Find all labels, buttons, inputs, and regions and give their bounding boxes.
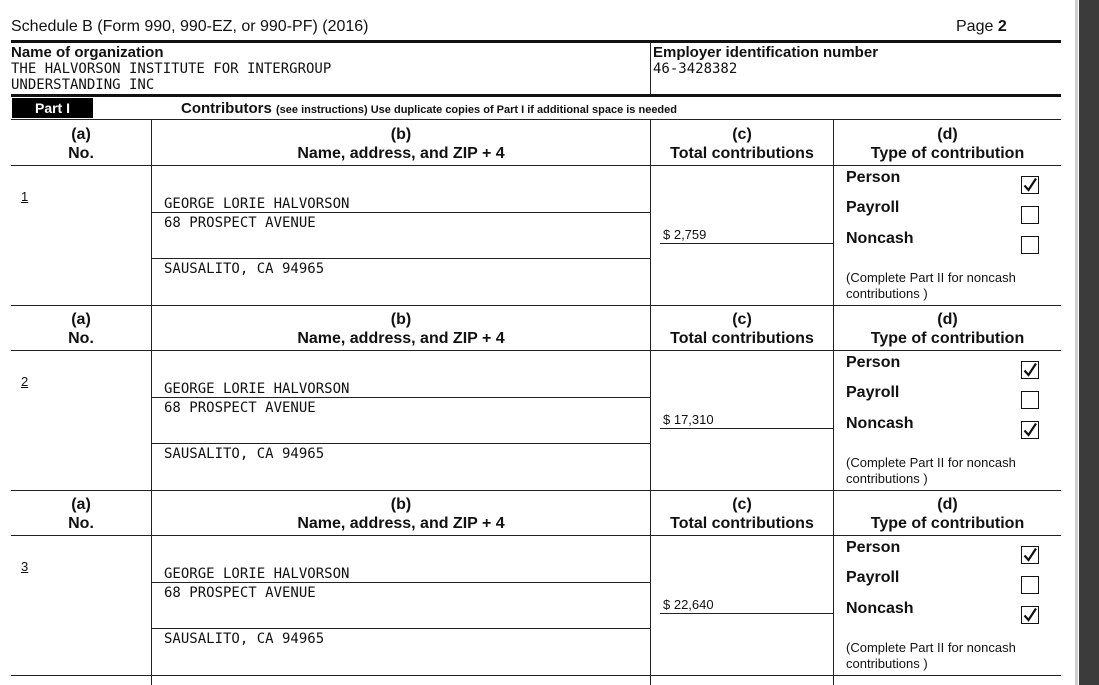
contributor-number: 3 bbox=[21, 559, 29, 574]
header-separator bbox=[11, 350, 1061, 351]
col-c-letter: (c) bbox=[732, 496, 752, 513]
contributor-name: GEORGE LORIE HALVORSON bbox=[164, 381, 350, 397]
type-person-label: Person bbox=[846, 169, 901, 186]
col-a-header bbox=[11, 310, 151, 348]
checkmark-icon bbox=[1022, 547, 1038, 563]
col-b-letter: (b) bbox=[390, 126, 412, 143]
page-label: Page bbox=[956, 18, 994, 35]
col-a-title: No. bbox=[68, 330, 94, 347]
col-b-header bbox=[152, 125, 650, 163]
address-underline bbox=[152, 258, 650, 259]
contributor-city: SAUSALITO, CA 94965 bbox=[164, 261, 325, 277]
contributor-city: SAUSALITO, CA 94965 bbox=[164, 631, 325, 647]
next-section-divider bbox=[650, 675, 651, 685]
col-a-title: No. bbox=[68, 145, 94, 162]
col-a-header bbox=[11, 125, 151, 163]
name-underline bbox=[152, 582, 650, 583]
viewer-scrollbar-area[interactable] bbox=[1079, 0, 1099, 685]
address-underline bbox=[152, 628, 650, 629]
org-rule bbox=[11, 94, 1061, 97]
noncash-note-line2: contributions ) bbox=[846, 471, 928, 486]
noncash-note-line1: (Complete Part II for noncash bbox=[846, 270, 1016, 285]
col-c-title: Total contributions bbox=[670, 515, 814, 532]
page-edge-shadow bbox=[1075, 0, 1078, 685]
col-c-header bbox=[651, 310, 833, 348]
col-c-title: Total contributions bbox=[670, 330, 814, 347]
person-checkbox[interactable] bbox=[1021, 361, 1039, 379]
noncash-note-line2: contributions ) bbox=[846, 656, 928, 671]
col-d-header bbox=[834, 495, 1061, 533]
amount-underline bbox=[660, 243, 833, 244]
col-a-letter: (a) bbox=[71, 311, 91, 328]
address-underline bbox=[152, 443, 650, 444]
noncash-checkbox[interactable] bbox=[1021, 421, 1039, 439]
org-divider bbox=[650, 42, 651, 94]
section-bottom-rule bbox=[11, 490, 1061, 491]
contribution-amount: $ 17,310 bbox=[663, 412, 714, 427]
part-title-text: Contributors bbox=[181, 100, 272, 117]
section-bottom-rule bbox=[11, 675, 1061, 676]
col-d-letter: (d) bbox=[937, 126, 958, 143]
type-person-label: Person bbox=[846, 539, 901, 556]
contributor-city: SAUSALITO, CA 94965 bbox=[164, 446, 325, 462]
checkmark-icon bbox=[1022, 362, 1038, 378]
ein-value: 46-3428382 bbox=[653, 61, 738, 77]
contributor-name: GEORGE LORIE HALVORSON bbox=[164, 196, 350, 212]
type-payroll-label: Payroll bbox=[846, 569, 900, 586]
col-d-letter: (d) bbox=[937, 496, 958, 513]
col-d-letter: (d) bbox=[937, 311, 958, 328]
col-c-header bbox=[651, 125, 833, 163]
header-rule bbox=[11, 40, 1061, 43]
payroll-checkbox[interactable] bbox=[1021, 206, 1039, 224]
col-a-title: No. bbox=[68, 515, 94, 532]
ein-label: Employer identification number bbox=[653, 44, 879, 61]
type-payroll-label: Payroll bbox=[846, 199, 900, 216]
noncash-note-line2: contributions ) bbox=[846, 286, 928, 301]
page-indicator bbox=[956, 18, 1007, 36]
contribution-amount: $ 2,759 bbox=[663, 227, 707, 242]
col-b-letter: (b) bbox=[390, 311, 412, 328]
noncash-checkbox[interactable] bbox=[1021, 606, 1039, 624]
next-section-divider bbox=[151, 675, 152, 685]
name-underline bbox=[152, 397, 650, 398]
org-name-label: Name of organization bbox=[11, 44, 164, 61]
contributor-number: 2 bbox=[21, 374, 29, 389]
payroll-checkbox[interactable] bbox=[1021, 576, 1039, 594]
col-b-title: Name, address, and ZIP + 4 bbox=[297, 515, 505, 532]
col-b-header bbox=[152, 495, 650, 533]
type-person-label: Person bbox=[846, 354, 901, 371]
amount-underline bbox=[660, 613, 833, 614]
contributor-address: 68 PROSPECT AVENUE bbox=[164, 400, 316, 416]
type-noncash-label: Noncash bbox=[846, 230, 914, 247]
col-c-letter: (c) bbox=[732, 311, 752, 328]
col-d-header bbox=[834, 310, 1061, 348]
page-number: 2 bbox=[997, 18, 1007, 35]
name-underline bbox=[152, 212, 650, 213]
part-rule bbox=[11, 119, 1061, 120]
col-a-letter: (a) bbox=[71, 126, 91, 143]
col-c-header bbox=[651, 495, 833, 533]
person-checkbox[interactable] bbox=[1021, 176, 1039, 194]
contributor-address: 68 PROSPECT AVENUE bbox=[164, 585, 316, 601]
col-c-letter: (c) bbox=[732, 126, 752, 143]
amount-underline bbox=[660, 428, 833, 429]
contribution-amount: $ 22,640 bbox=[663, 597, 714, 612]
noncash-note-line1: (Complete Part II for noncash bbox=[846, 455, 1016, 470]
org-name-line2: UNDERSTANDING INC bbox=[11, 77, 155, 93]
part-title bbox=[181, 100, 677, 117]
checkmark-icon bbox=[1022, 177, 1038, 193]
type-payroll-label: Payroll bbox=[846, 384, 900, 401]
col-b-header bbox=[152, 310, 650, 348]
contributor-name: GEORGE LORIE HALVORSON bbox=[164, 566, 350, 582]
noncash-note bbox=[846, 455, 1016, 487]
checkmark-icon bbox=[1022, 607, 1038, 623]
noncash-note bbox=[846, 270, 1016, 302]
col-b-title: Name, address, and ZIP + 4 bbox=[297, 145, 505, 162]
col-d-title: Type of contribution bbox=[870, 145, 1025, 162]
col-a-letter: (a) bbox=[71, 496, 91, 513]
section-bottom-rule bbox=[11, 305, 1061, 306]
next-section-divider bbox=[833, 675, 834, 685]
contributor-address: 68 PROSPECT AVENUE bbox=[164, 215, 316, 231]
org-name-line1: THE HALVORSON INSTITUTE FOR INTERGROUP bbox=[11, 61, 332, 77]
payroll-checkbox[interactable] bbox=[1021, 391, 1039, 409]
col-d-title: Type of contribution bbox=[870, 515, 1025, 532]
type-noncash-label: Noncash bbox=[846, 415, 914, 432]
col-b-title: Name, address, and ZIP + 4 bbox=[297, 330, 505, 347]
noncash-checkbox[interactable] bbox=[1021, 236, 1039, 254]
col-d-title: Type of contribution bbox=[870, 330, 1025, 347]
checkmark-icon bbox=[1022, 422, 1038, 438]
schedule-title: Schedule B (Form 990, 990-EZ, or 990-PF) (2016) bbox=[11, 18, 369, 35]
col-b-letter: (b) bbox=[390, 496, 412, 513]
type-noncash-label: Noncash bbox=[846, 600, 914, 617]
col-c-title: Total contributions bbox=[670, 145, 814, 162]
contributor-number: 1 bbox=[21, 189, 29, 204]
header-separator bbox=[11, 535, 1061, 536]
noncash-note bbox=[846, 640, 1016, 672]
col-d-header bbox=[834, 125, 1061, 163]
col-a-header bbox=[11, 495, 151, 533]
header-separator bbox=[11, 165, 1061, 166]
person-checkbox[interactable] bbox=[1021, 546, 1039, 564]
noncash-note-line1: (Complete Part II for noncash bbox=[846, 640, 1016, 655]
part-label: Part I bbox=[12, 98, 93, 118]
part-instructions: (see instructions) Use duplicate copies of Part I if additional space is needed bbox=[276, 104, 677, 116]
